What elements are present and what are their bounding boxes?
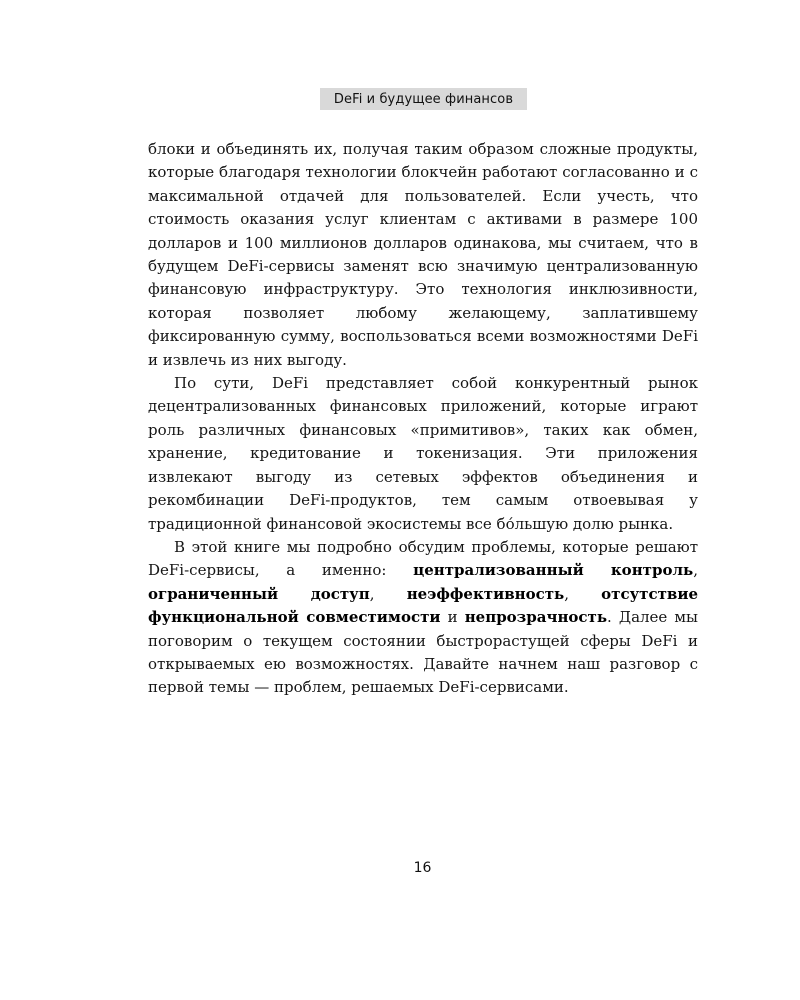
paragraph-defi-definition: По сути, DeFi представляет собой конкурентный рынок децентрализованных финансовых приложений, которые играют роль различных финансовых «примитивов», таких как обмен, хранение, кредитование и токенизация. Эти приложения извлекают выгоду из сетевых эффектов объединения и рекомбинации DeFi-продуктов, тем самым отвоевывая у традиционной финансовой экосистемы все бо́льшую долю рынка. (148, 374, 698, 533)
running-head (320, 88, 527, 110)
running-head-title: DeFi и будущее финансов (333, 91, 514, 107)
paragraph-continued: блоки и объединять их, получая таким образом сложные продукты, которые благодаря технологии блокчейн работают согласованно и с максимальной отдачей для пользователей. Если учесть, что стоимость оказания услуг клиентам с активами в размере 100 долларов и 100 миллионов долларов одинакова, мы считаем, что в будущем DeFi-сервисы заменят всю значимую централизованную финансовую инфраструктуру. Это технология инклюзивности, которая позволяет любому желающему, заплатившему фиксированную сумму, воспользоваться всеми возможностями DeFi и извлечь из них выгоду. (148, 140, 698, 369)
problem-centralized-control: централизованный контроль (413, 561, 694, 580)
problem-lack-of-interoperability: отсутствие функциональной совместимости (148, 584, 698, 627)
problems-intro: В этой книге мы подробно обсудим проблемы, которые решают DeFi-сервисы, а именно: (148, 537, 698, 580)
problem-limited-access: ограниченный доступ (148, 584, 370, 603)
problems-outro: . Далее мы поговорим о текущем состоянии быстрорастущей сферы DeFi и открываемых ею возможностях. Давайте начнем наш разговор с первой темы — проблем, решаемых DeFi-сервисами. (148, 608, 698, 697)
problem-opacity: непрозрачность (464, 608, 608, 627)
problem-inefficiency: неэффективность (406, 584, 565, 603)
page-number: 16 (413, 860, 432, 876)
body-text (148, 138, 698, 700)
paragraph-problems-overview: В этой книге мы подробно обсудим проблемы, которые решают DeFi-сервисы, а именно: централизованный контроль, ограниченный доступ, неэффективность, отсутствие функциональной совместимости и непрозрачность. Далее мы поговорим о текущем состоянии быстрорастущей сферы DeFi и открываемых ею возможностях. Давайте начнем наш разговор с первой темы — проблем, решаемых DeFi-сервисами. (148, 537, 698, 697)
